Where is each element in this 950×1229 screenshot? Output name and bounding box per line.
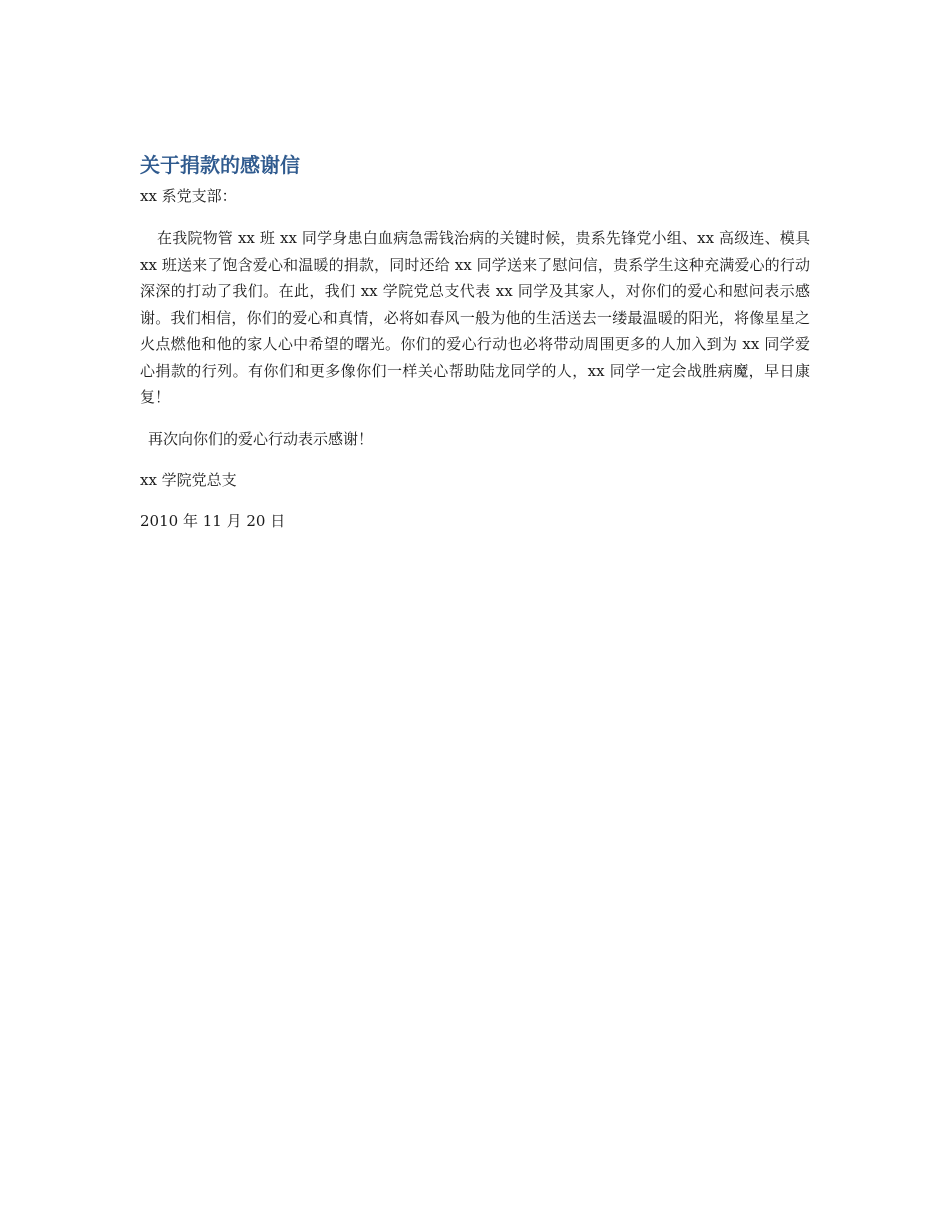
letter-signature: xx 学院党总支 [140,470,237,489]
letter-salutation: xx 系党支部： [140,187,237,205]
letter-title: 关于捐款的感谢信 [140,153,300,177]
letter-date: 2010 年 11 月 20 日 [140,511,286,530]
letter-closing-thanks: 再次向你们的爱心行动表示感谢！ [148,429,374,448]
letter-content [140,150,810,534]
letter-body-paragraph: 在我院物管 xx 班 xx 同学身患白血病急需钱治病的关键时候，贵系先锋党小组、xx 高级连、模具 xx 班送来了饱含爱心和温暖的捐款，同时还给 xx 同学送来了慰问信，贵系学生这种充满爱心的行动深深的打动了我们。在此，我们 xx 学院党总支代表 xx 同学及其家人，对你们的爱心和慰问表示感谢。我们相信，你们的爱心和真情，必将如春风一般为他的生活送去一缕最温暖的阳光，将像星星之火点燃他和他的家人心中希望的曙光。你们的爱心行动也必将带动周围更多的人加入到为 xx 同学爱心捐款的行列。有你们和更多像你们一样关心帮助陆龙同学的人，xx 同学一定会战胜病魔，早日康复！ [140,229,810,406]
